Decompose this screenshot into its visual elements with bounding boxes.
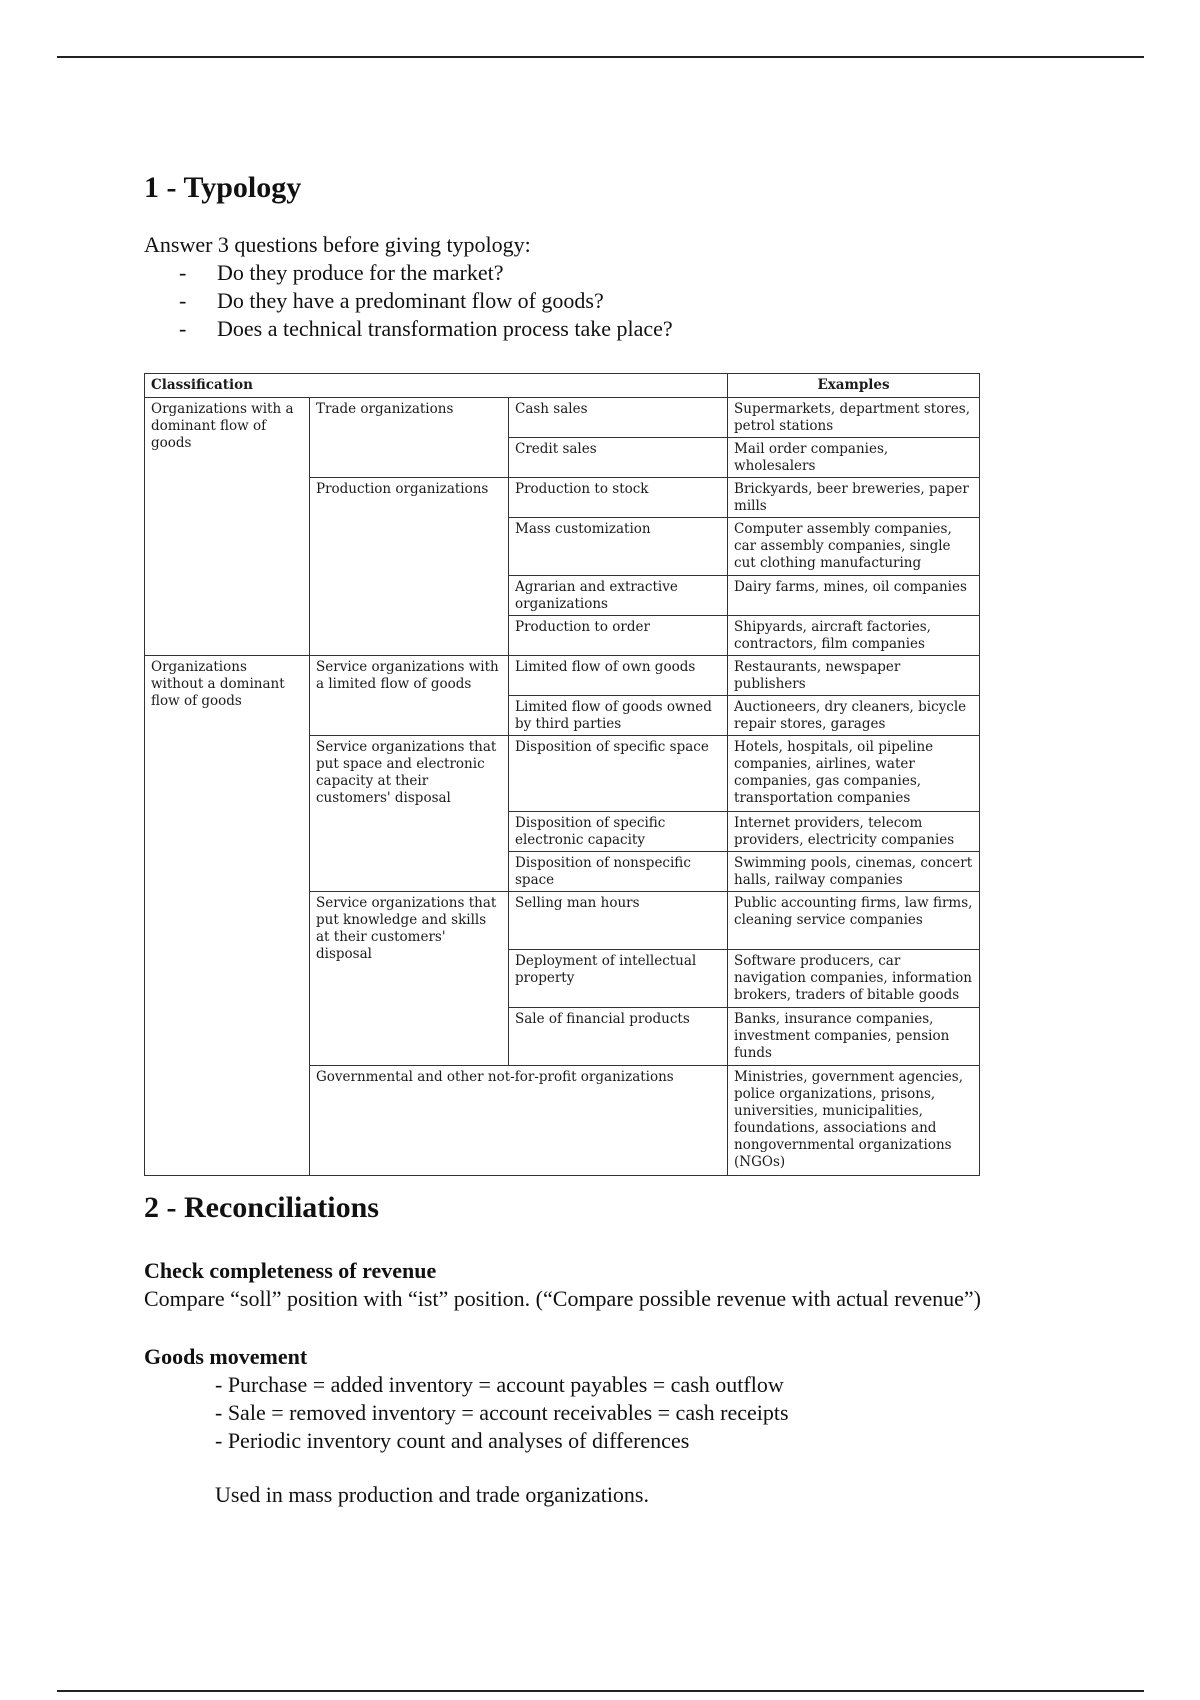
- table-cell-subtype: Limited flow of goods owned by third parties: [509, 696, 728, 736]
- table-cell-example: Banks, insurance companies, investment companies, pension funds: [728, 1008, 980, 1066]
- table-cell-type: Governmental and other not-for-profit organizations: [310, 1066, 728, 1176]
- table-cell-subtype: Limited flow of own goods: [509, 656, 728, 696]
- table-cell-subtype: Cash sales: [509, 398, 728, 438]
- question-item: - Do they produce for the market?: [179, 259, 1004, 287]
- table-cell-subtype: Production to stock: [509, 478, 728, 518]
- revenue-text: Compare “soll” position with “ist” position. (“Compare possible revenue with actual revenue”): [144, 1286, 981, 1311]
- table-cell-subtype: Disposition of specific electronic capacity: [509, 812, 728, 852]
- goods-item: - Periodic inventory count and analyses of differences: [215, 1428, 690, 1453]
- table-cell-category: Organizations without a dominant flow of goods: [145, 656, 310, 1176]
- table-cell-category: Organizations with a dominant flow of goods: [145, 398, 310, 656]
- table-cell-subtype: Production to order: [509, 616, 728, 656]
- table-cell-subtype: Selling man hours: [509, 892, 728, 950]
- goods-item: - Sale = removed inventory = account receivables = cash receipts: [215, 1400, 789, 1425]
- header-examples: Examples: [728, 374, 980, 398]
- table-cell-subtype: Credit sales: [509, 438, 728, 478]
- table-cell-type: Service organizations with a limited flow of goods: [310, 656, 509, 736]
- goods-subheading: Goods movement: [144, 1344, 308, 1369]
- table-cell-example: Ministries, government agencies, police organizations, prisons, universities, municipalities, foundations, associations and nongovernmental organizations (NGOs): [728, 1066, 980, 1176]
- header-rule: [57, 56, 1144, 58]
- table-cell-type: Trade organizations: [310, 398, 509, 478]
- table-cell-example: Computer assembly companies, car assembly companies, single cut clothing manufacturing: [728, 518, 980, 576]
- goods-item: - Purchase = added inventory = account payables = cash outflow: [215, 1372, 784, 1397]
- table-cell-example: Hotels, hospitals, oil pipeline companies, airlines, water companies, gas companies, transportation companies: [728, 736, 980, 812]
- question-item: - Does a technical transformation process take place?: [179, 315, 1004, 343]
- typology-intro: Answer 3 questions before giving typology:: [144, 232, 531, 257]
- table-cell-example: Public accounting firms, law firms, cleaning service companies: [728, 892, 980, 950]
- table-cell-type: Service organizations that put knowledge and skills at their customers' disposal: [310, 892, 509, 1066]
- table-cell-example: Mail order companies, wholesalers: [728, 438, 980, 478]
- goods-usage-note: Used in mass production and trade organizations.: [215, 1482, 649, 1507]
- table-cell-type: Production organizations: [310, 478, 509, 656]
- table-cell-example: Shipyards, aircraft factories, contractors, film companies: [728, 616, 980, 656]
- question-list: [179, 259, 1004, 343]
- section-heading-typology: 1 - Typology: [144, 171, 302, 204]
- table-cell-subtype: Deployment of intellectual property: [509, 950, 728, 1008]
- table-cell-example: Swimming pools, cinemas, concert halls, railway companies: [728, 852, 980, 892]
- table-cell-subtype: Disposition of specific space: [509, 736, 728, 812]
- question-item: - Do they have a predominant flow of goods?: [179, 287, 1004, 315]
- header-classification: Classification: [145, 374, 728, 398]
- table-cell-example: Supermarkets, department stores, petrol stations: [728, 398, 980, 438]
- table-cell-example: Auctioneers, dry cleaners, bicycle repair stores, garages: [728, 696, 980, 736]
- table-cell-subtype: Agrarian and extractive organizations: [509, 576, 728, 616]
- table-cell-subtype: Sale of financial products: [509, 1008, 728, 1066]
- table-cell-example: Brickyards, beer breweries, paper mills: [728, 478, 980, 518]
- table-cell-example: Restaurants, newspaper publishers: [728, 656, 980, 696]
- table-cell-example: Dairy farms, mines, oil companies: [728, 576, 980, 616]
- table-cell-subtype: Mass customization: [509, 518, 728, 576]
- table-cell-subtype: Disposition of nonspecific space: [509, 852, 728, 892]
- revenue-subheading: Check completeness of revenue: [144, 1258, 437, 1283]
- footer-rule: [57, 1690, 1144, 1692]
- typology-table: [144, 373, 980, 1176]
- table-cell-example: Internet providers, telecom providers, electricity companies: [728, 812, 980, 852]
- table-cell-example: Software producers, car navigation companies, information brokers, traders of bitable goods: [728, 950, 980, 1008]
- table-cell-type: Service organizations that put space and electronic capacity at their customers' disposal: [310, 736, 509, 892]
- section-heading-reconciliations: 2 - Reconciliations: [144, 1191, 379, 1224]
- goods-list: [215, 1371, 1004, 1509]
- document-body: [144, 168, 1004, 1509]
